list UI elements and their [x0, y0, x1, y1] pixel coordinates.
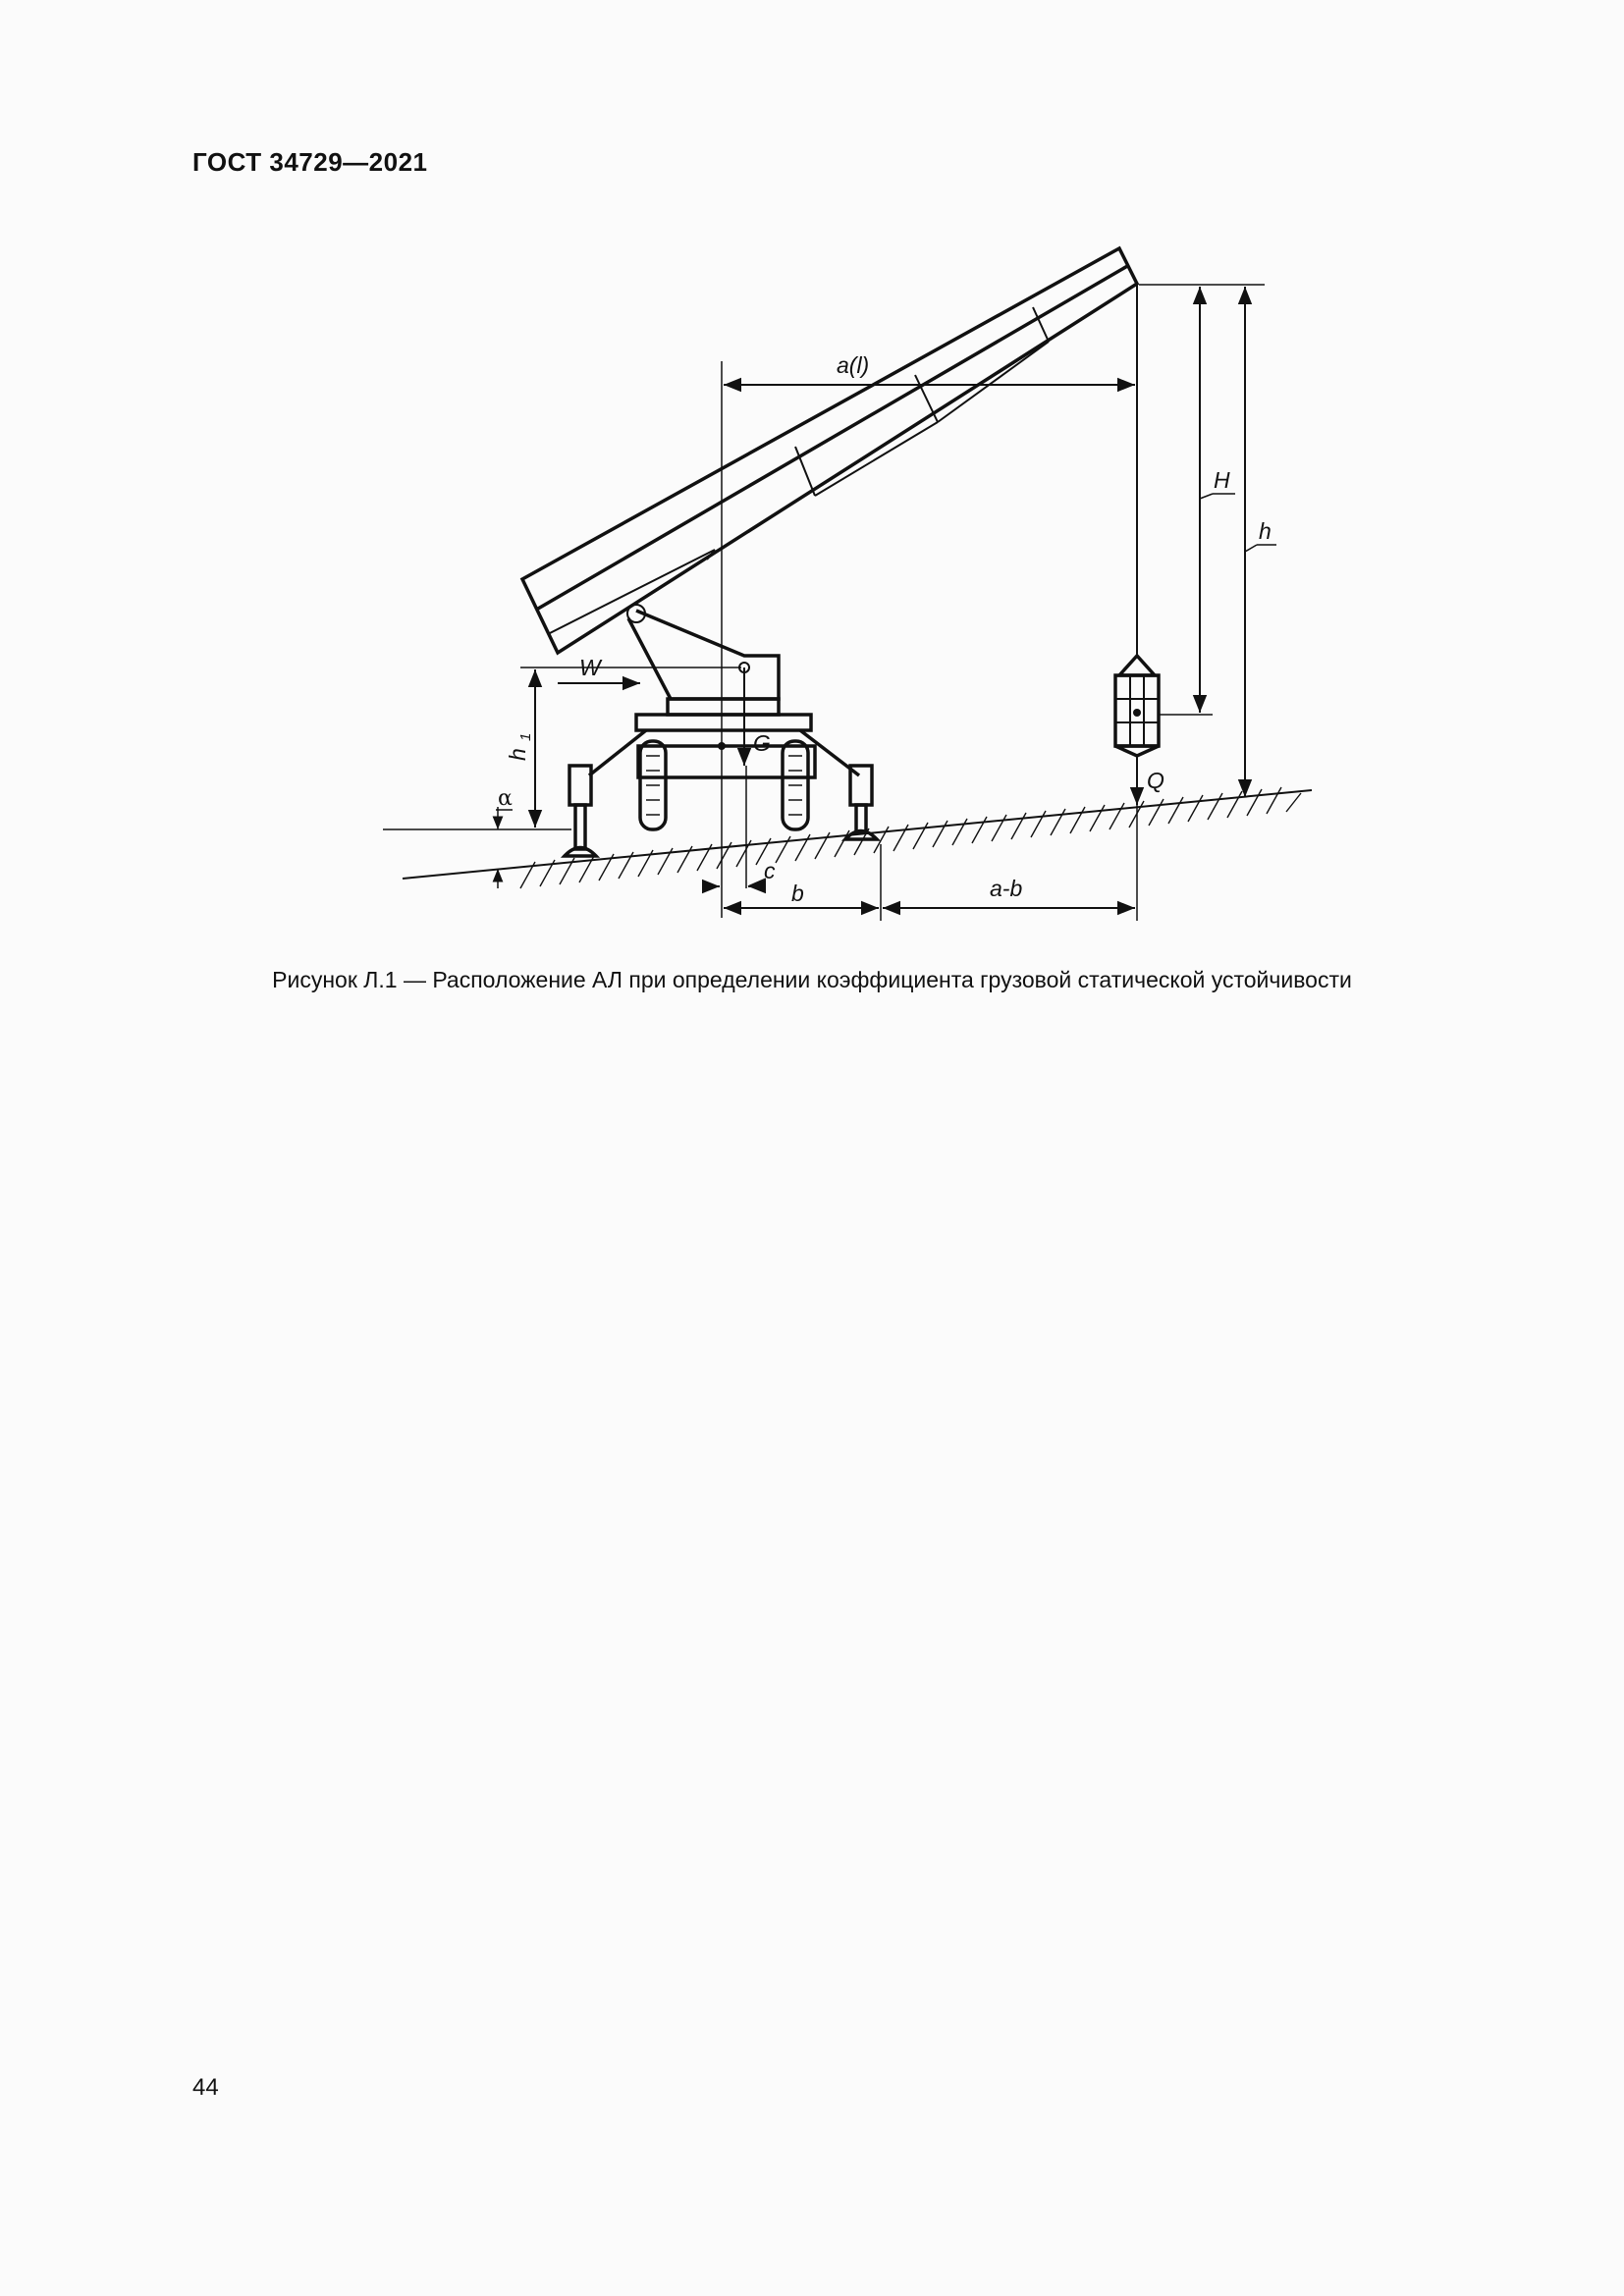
document-header: ГОСТ 34729—2021 — [192, 147, 428, 177]
alpha-label: α — [498, 786, 513, 811]
Q-label: Q — [1147, 768, 1164, 793]
H-label: H — [1214, 467, 1230, 493]
crane-body — [565, 605, 877, 856]
h1-label: h — [505, 748, 530, 761]
h-dimension — [1245, 287, 1276, 797]
figure-caption: Рисунок Л.1 — Расположение АЛ при определении коэффициента грузовой статической устойчивости — [272, 967, 1352, 992]
h-label: h — [1259, 518, 1272, 544]
W-label: W — [579, 655, 601, 680]
a-l-dimension — [722, 352, 1135, 918]
page-number: 44 — [192, 2074, 219, 2101]
crane-stability-diagram — [0, 0, 1624, 982]
outrigger-left — [565, 766, 596, 856]
wheel-left — [640, 741, 666, 829]
h1-subscript: 1 — [517, 732, 534, 741]
gravity-force-G — [718, 667, 771, 766]
wind-force-W — [520, 655, 741, 683]
c-label: c — [764, 858, 776, 883]
telescopic-boom — [522, 248, 1137, 653]
wheel-right — [783, 741, 808, 829]
b-label: b — [791, 881, 804, 906]
outrigger-right — [845, 766, 877, 839]
suspended-load — [1115, 284, 1164, 805]
G-label: G — [753, 730, 771, 756]
a-l-label: a(l) — [837, 352, 870, 378]
a-minus-b-label: a-b — [990, 876, 1023, 901]
alpha-angle — [496, 786, 513, 888]
